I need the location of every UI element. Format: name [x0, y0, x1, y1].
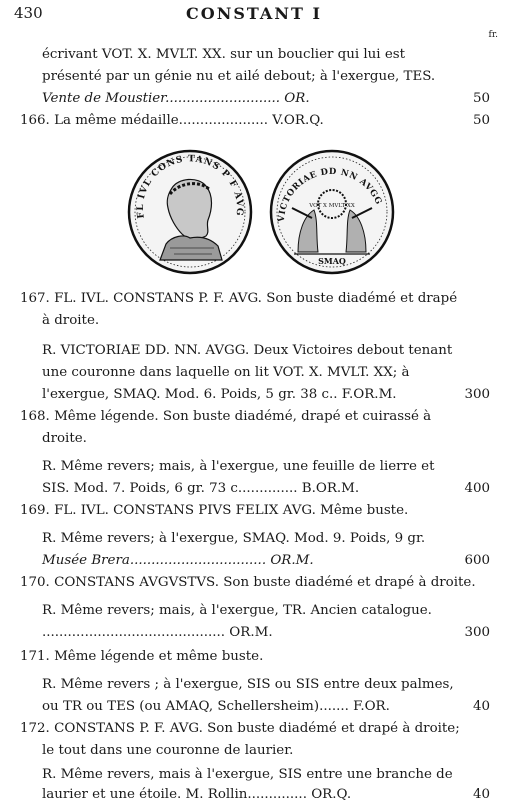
price: 40	[472, 699, 490, 714]
price: 400	[464, 481, 490, 496]
text-line: 172. CONSTANS P. F. AVG. Son buste diadémé et drapé à droite;	[20, 721, 460, 736]
price: 50	[472, 91, 490, 106]
text-line: R. Même revers; mais, à l'exergue, TR. Ancien catalogue.	[42, 603, 432, 618]
text-line: le tout dans une couronne de laurier.	[42, 743, 294, 758]
text-line: R. Même revers; à l'exergue, SMAQ. Mod. 9. Poids, 9 gr.	[42, 531, 426, 546]
price: 600	[464, 553, 490, 568]
text-line: 169. FL. IVL. CONSTANS PIVS FELIX AVG. Même buste.	[20, 503, 409, 518]
coin-obverse-legend: FL IVL CONS TANS P F AVG	[135, 154, 245, 220]
text-line: 171. Même légende et même buste.	[20, 649, 264, 664]
text-line: R. VICTORIAE DD. NN. AVGG. Deux Victoires debout tenant	[42, 343, 453, 358]
text-line: une couronne dans laquelle on lit VOT. X. MVLT. XX; à	[42, 365, 410, 380]
currency-column-label: fr.	[488, 30, 498, 40]
text-line: R. Même revers, mais à l'exergue, SIS entre une branche de	[42, 767, 453, 782]
coin-reverse-legend: VICTORIAE DD NN AVGG	[276, 166, 384, 223]
price: 40	[472, 787, 490, 802]
entry-line-priced: l'exergue, SMAQ. Mod. 6. Poids, 5 gr. 38 c.. F.OR.M. 300	[42, 384, 490, 406]
price: 50	[472, 113, 490, 128]
coin-exergue: SMAQ	[318, 256, 346, 266]
text-line: 168. Même légende. Son buste diadémé, drapé et cuirassé à	[20, 409, 432, 424]
entry-line-priced: ou TR ou TES (ou AMAQ, Schellersheim)....... F.OR. 40	[42, 696, 490, 718]
text-line: 170. CONSTANS AVGVSTVS. Son buste diadémé et drapé à droite.	[20, 575, 476, 590]
price: 300	[464, 387, 490, 402]
page-header	[14, 4, 498, 40]
coin-illustration	[126, 148, 396, 276]
running-head: CONSTANT I	[186, 4, 322, 23]
text-line: 167. FL. IVL. CONSTANS P. F. AVG. Son buste diadémé et drapé	[20, 291, 458, 306]
coin-reverse-image	[268, 148, 396, 276]
text-line: R. Même revers ; à l'exergue, SIS ou SIS entre deux palmes,	[42, 677, 454, 692]
entry-line-priced: Musée Brera................................ OR.M. 600	[42, 550, 490, 572]
text-line: droite.	[42, 431, 87, 446]
entry-line-priced: Vente de Moustier........................... OR. 50	[42, 88, 490, 110]
text-line: écrivant VOT. X. MVLT. XX. sur un bouclier qui lui est	[42, 47, 406, 62]
entry-line-priced: SIS. Mod. 7. Poids, 6 gr. 73 c.............. B.OR.M. 400	[42, 478, 490, 500]
text-line: à droite.	[42, 313, 100, 328]
entry-line-priced: laurier et une étoile. M. Rollin.............. OR.Q. 40	[42, 784, 490, 806]
coin-wreath-text: VOT X MVLT XX	[309, 203, 355, 209]
price: 300	[464, 625, 490, 640]
text-line: R. Même revers; mais, à l'exergue, une feuille de lierre et	[42, 459, 435, 474]
text-line: présenté par un génie nu et ailé debout; à l'exergue, TES.	[42, 69, 436, 84]
page-number: 430	[14, 4, 43, 22]
entry-line-priced: 166. La même médaille..................... V.OR.Q. 50	[20, 110, 490, 132]
coin-obverse-image	[126, 148, 254, 276]
entry-line-priced: ........................................... OR.M. 300	[42, 622, 490, 644]
